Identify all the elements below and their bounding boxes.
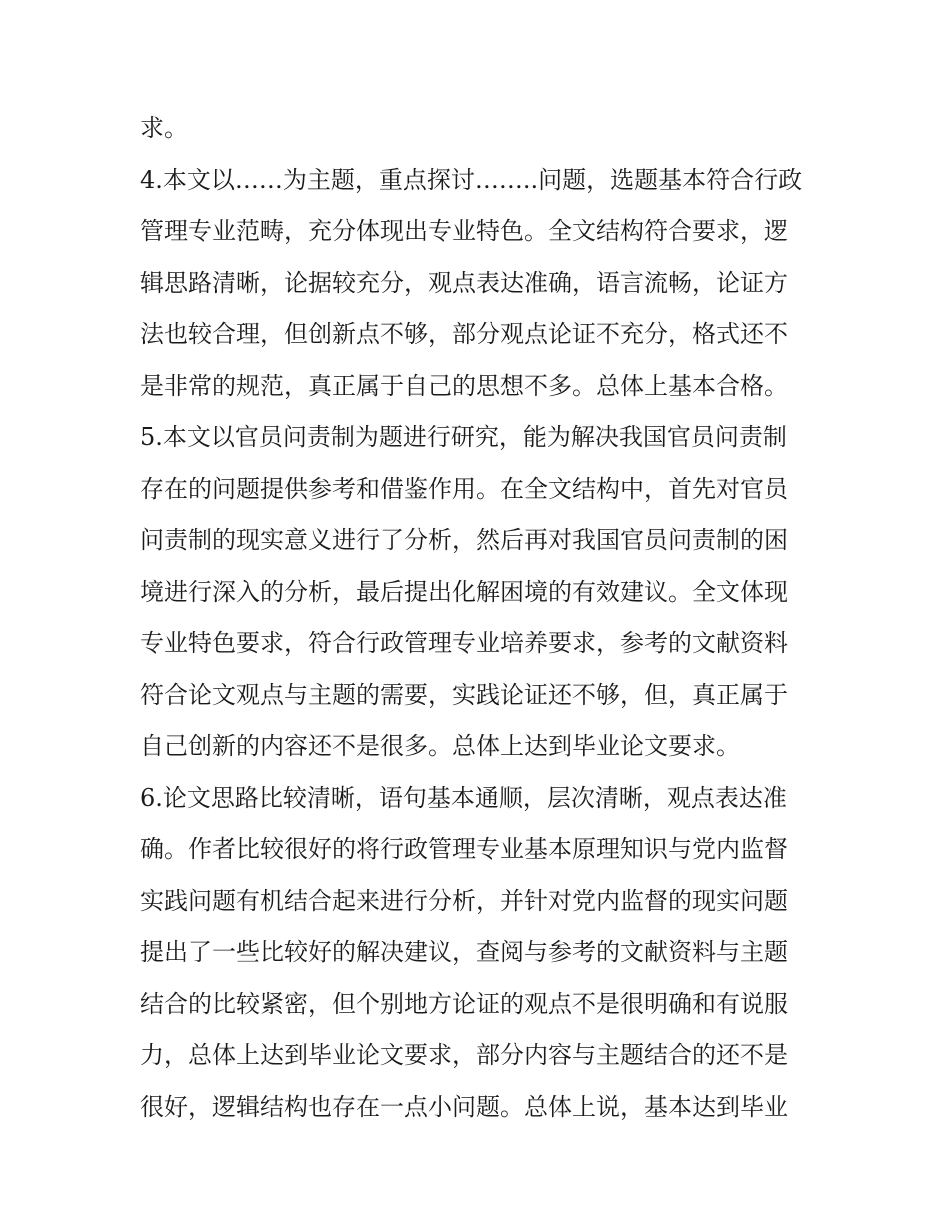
text-line: 存在的问题提供参考和借鉴作用。在全文结构中，首先对官员	[140, 474, 788, 503]
text-line: 符合论文观点与主题的需要，实践论证还不够，但，真正属于	[140, 680, 788, 709]
text-line: 4.本文以……为主题，重点探讨……..问题，选题基本符合行政	[140, 165, 803, 194]
text-line: 提出了一些比较好的解决建议，查阅与参考的文献资料与主题	[140, 938, 788, 966]
text-line: 实践问题有机结合起来进行分析，并针对党内监督的现实问题	[140, 886, 788, 915]
text-line: 问责制的现实意义进行了分析，然后再对我国官员问责制的困	[140, 526, 788, 554]
text-line: 6.论文思路比较清晰，语句基本通顺，层次清晰，观点表达准	[140, 783, 787, 812]
text-line: 力，总体上达到毕业论文要求，部分内容与主题结合的还不是	[140, 1041, 788, 1069]
text-line: 5.本文以官员问责制为题进行研究，能为解决我国官员问责制	[140, 423, 787, 451]
text-line: 确。作者比较很好的将行政管理专业基本原理知识与党内监督	[140, 835, 788, 863]
text-line: 专业特色要求，符合行政管理专业培养要求，参考的文献资料	[140, 629, 788, 657]
text-line: 管理专业范畴，充分体现出专业特色。全文结构符合要求，逻	[140, 217, 788, 245]
document-page	[140, 103, 820, 1133]
text-line: 法也较合理，但创新点不够，部分观点论证不充分，格式还不	[140, 320, 788, 348]
text-line: 辑思路清晰，论据较充分，观点表达准确，语言流畅，论证方	[140, 268, 788, 297]
text-line: 结合的比较紧密，但个别地方论证的观点不是很明确和有说服	[140, 989, 788, 1018]
text-line: 很好，逻辑结构也存在一点小问题。总体上说，基本达到毕业	[140, 1092, 788, 1121]
text-line: 自己创新的内容还不是很多。总体上达到毕业论文要求。	[140, 732, 740, 760]
text-line: 境进行深入的分析，最后提出化解困境的有效建议。全文体现	[140, 577, 788, 606]
text-line: 是非常的规范，真正属于自己的思想不多。总体上基本合格。	[140, 371, 788, 400]
text-line: 求。	[140, 114, 188, 142]
